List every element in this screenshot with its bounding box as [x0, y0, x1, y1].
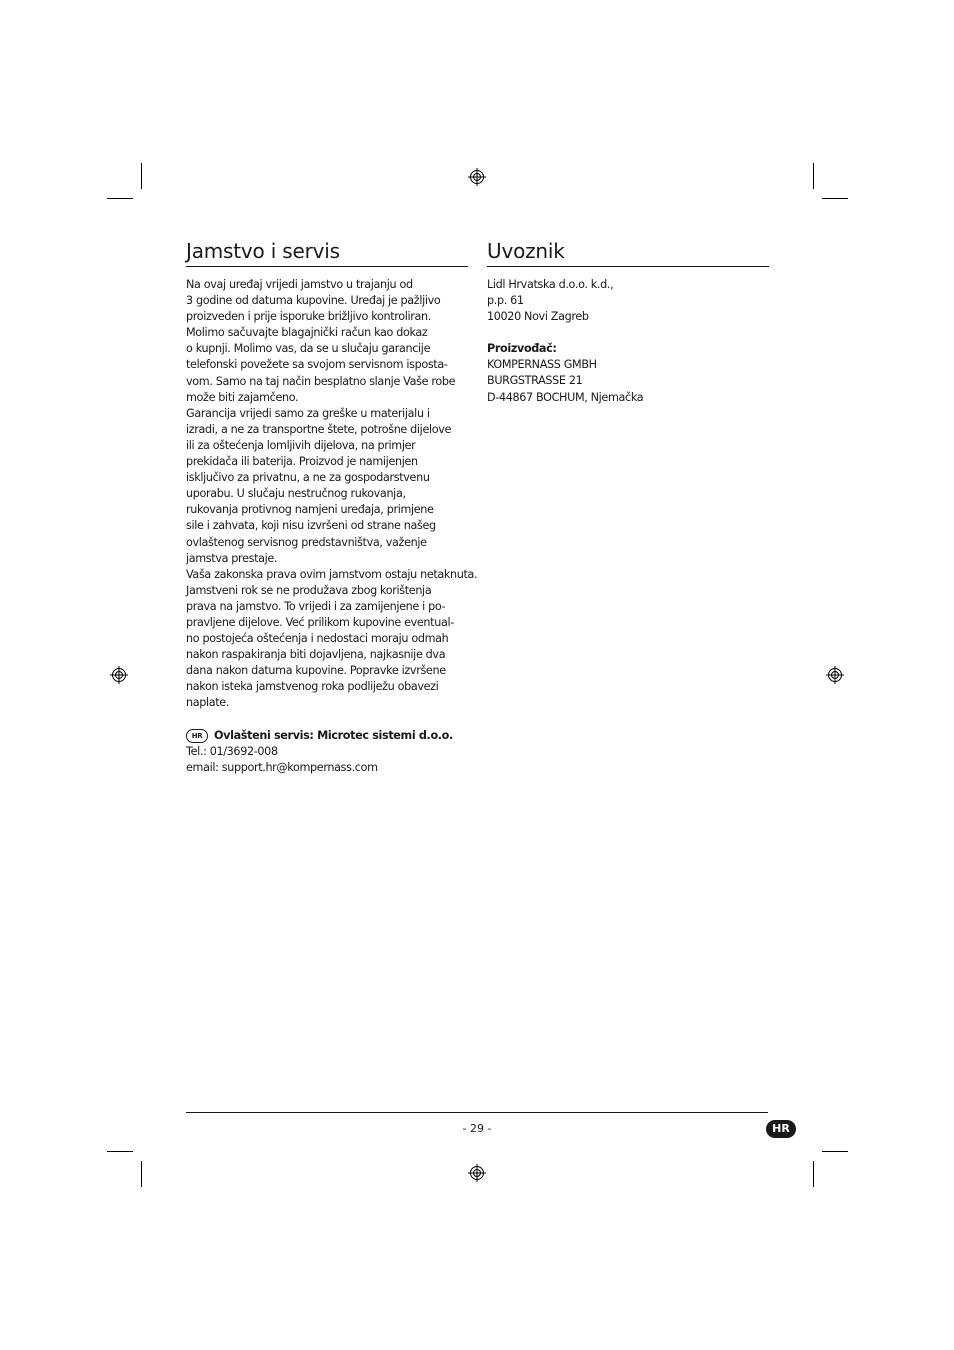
- text-line: Garancija vrijedi samo za greške u materijalu i: [186, 406, 430, 420]
- registration-mark-icon: [826, 666, 844, 684]
- importer-body: [487, 277, 769, 406]
- text-line: sile i zahvata, koji nisu izvršeni od strane našeg: [186, 519, 436, 533]
- crop-mark: [813, 163, 814, 189]
- text-line: izradi, a ne za transportne štete, potrošne dijelove: [186, 422, 452, 436]
- manufacturer-line: D-44867 BOCHUM, Njemačka: [487, 390, 644, 404]
- crop-mark: [107, 1151, 133, 1152]
- text-line: proizveden i prije isporuke brižljivo kontroliran.: [186, 310, 431, 324]
- crop-mark: [141, 163, 142, 189]
- importer-section: [487, 236, 769, 406]
- text-line: isključivo za privatnu, a ne za gospodarstvenu: [186, 471, 430, 485]
- crop-mark: [141, 1161, 142, 1187]
- importer-line: 10020 Novi Zagreb: [487, 310, 589, 324]
- text-line: jamstva prestaje.: [186, 551, 278, 565]
- text-line: o kupnji. Molimo vas, da se u slučaju garancije: [186, 342, 431, 356]
- text-line: vom. Samo na taj način besplatno slanje Vaše robe: [186, 374, 456, 388]
- text-line: no postojeća oštećenja i nedostaci moraju odmah: [186, 632, 449, 646]
- manufacturer-label: Proizvođač:: [487, 342, 557, 356]
- manufacturer-line: KOMPERNASS GMBH: [487, 358, 597, 372]
- registration-mark-icon: [468, 1164, 486, 1182]
- crop-mark: [822, 198, 848, 199]
- service-title: Ovlašteni servis: Microtec sistemi d.o.o.: [214, 728, 453, 742]
- manufacturer-line: BURGSTRASSE 21: [487, 374, 583, 388]
- text-line: dana nakon datuma kupovine. Popravke izvršene: [186, 664, 446, 678]
- text-line: nakon isteka jamstvenog roka podliježu obavezi: [186, 680, 439, 694]
- country-badge-hr: HR: [186, 729, 208, 743]
- text-line: prekidača ili baterija. Proizvod je namijenjen: [186, 455, 418, 469]
- service-email: email: support.hr@kompernass.com: [186, 760, 378, 774]
- footer-divider: [186, 1112, 768, 1113]
- service-phone: Tel.: 01/3692-008: [186, 744, 278, 758]
- text-line: 3 godine od datuma kupovine. Uređaj je pažljivo: [186, 294, 441, 308]
- text-line: uporabu. U slučaju nestručnog rukovanja,: [186, 487, 406, 501]
- page-number: - 29 -: [462, 1122, 492, 1135]
- text-line: naplate.: [186, 696, 230, 710]
- warranty-section: [186, 236, 478, 776]
- registration-mark-icon: [110, 666, 128, 684]
- text-line: Na ovaj uređaj vrijedi jamstvo u trajanju od: [186, 278, 413, 291]
- warranty-heading: Jamstvo i servis: [186, 236, 468, 267]
- crop-mark: [813, 1161, 814, 1187]
- importer-line: p.p. 61: [487, 294, 524, 308]
- text-line: prava na jamstvo. To vrijedi i za zamijenjene i po-: [186, 599, 446, 613]
- crop-mark: [107, 198, 133, 199]
- text-line: Vaša zakonska prava ovim jamstvom ostaju netaknuta.: [186, 567, 478, 581]
- importer-line: Lidl Hrvatska d.o.o. k.d.,: [487, 278, 614, 291]
- language-badge: HR: [766, 1120, 796, 1138]
- text-line: rukovanja protivnog namjeni uređaja, primjene: [186, 503, 434, 517]
- service-title-line: [186, 728, 468, 744]
- text-line: telefonski povežete sa svojom servisnom isposta-: [186, 358, 448, 372]
- importer-heading: Uvoznik: [487, 236, 769, 267]
- text-line: može biti zajamčeno.: [186, 390, 299, 404]
- text-line: pravljene dijelove. Već prilikom kupovine eventual-: [186, 615, 454, 629]
- warranty-body: [186, 277, 478, 776]
- registration-mark-icon: [468, 168, 486, 186]
- text-line: ili za oštećenja lomljivih dijelova, na primjer: [186, 438, 416, 452]
- text-line: Molimo sačuvajte blagajnički račun kao dokaz: [186, 326, 428, 340]
- text-line: ovlaštenog servisnog predstavništva, važenje: [186, 535, 427, 549]
- text-line: Jamstveni rok se ne produžava zbog korištenja: [186, 583, 432, 597]
- text-line: nakon raspakiranja biti dojavljena, najkasnije dva: [186, 648, 446, 662]
- crop-mark: [822, 1151, 848, 1152]
